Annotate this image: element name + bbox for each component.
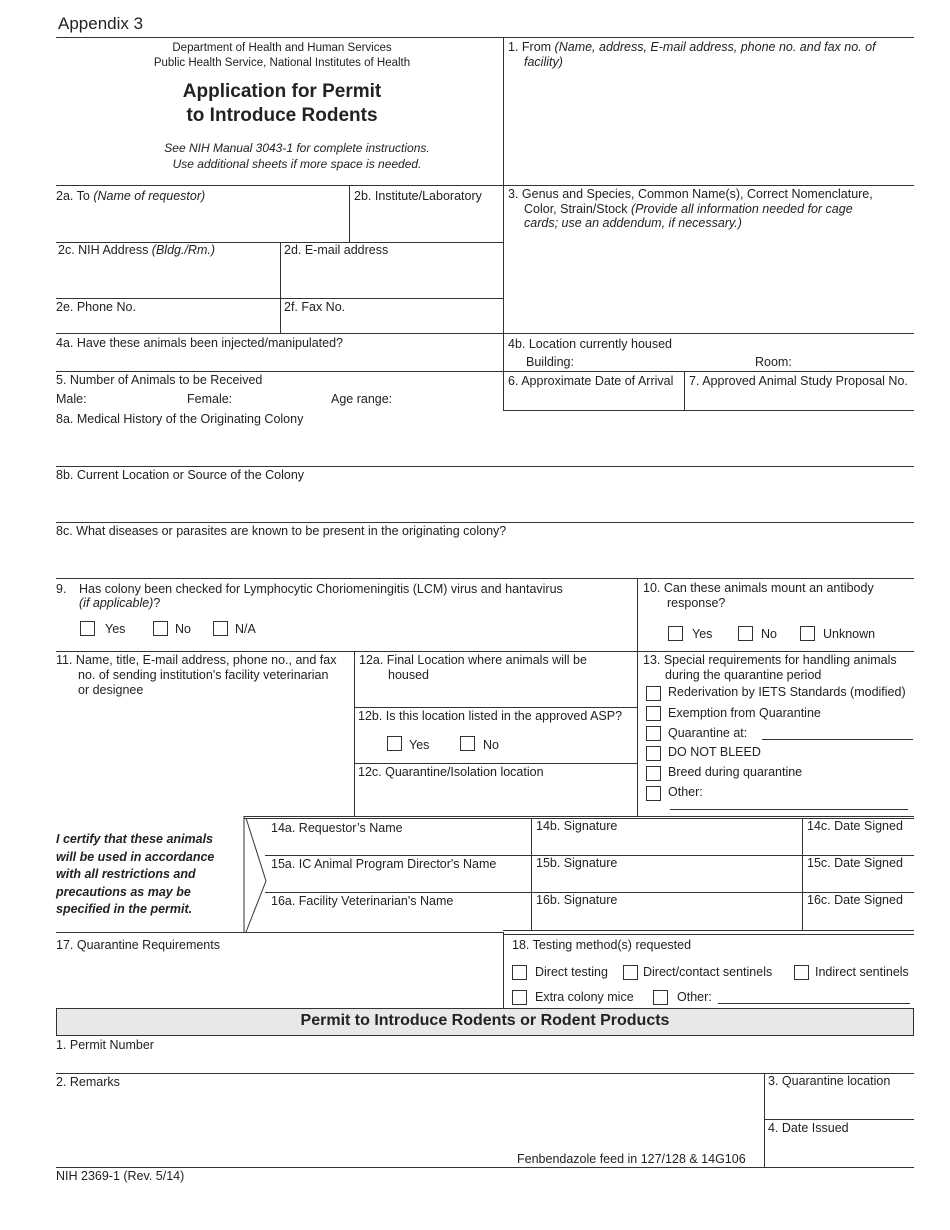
field-8c-diseases[interactable]: 8c. What diseases or parasites are known to be present in the originating colony? [56, 524, 507, 538]
field-12b-asp: 12b. Is this location listed in the approved ASP? [358, 709, 623, 723]
field-5-male[interactable]: Male: [56, 392, 87, 406]
field-11-line3: or designee [78, 683, 144, 697]
rule-12b [354, 707, 637, 708]
divider-11-12 [354, 651, 355, 817]
divider-10-13 [637, 578, 638, 817]
field-6-arrival[interactable]: 6. Approximate Date of Arrival [508, 374, 674, 388]
rule-18 [503, 930, 914, 931]
field-2a-to[interactable]: 2a. To (Name of requestor) [56, 189, 206, 203]
input-13-other[interactable] [670, 809, 908, 810]
checkbox-9-no[interactable] [153, 621, 168, 636]
field-4b-location[interactable]: 4b. Location currently housed [508, 337, 672, 351]
label-13-rederivation: Rederivation by IETS Standards (modified) [668, 685, 906, 699]
field-5-number[interactable]: 5. Number of Animals to be Received [56, 373, 263, 387]
form-title-1: Application for Permit [182, 81, 382, 102]
checkbox-12b-yes[interactable] [387, 736, 402, 751]
bracket-arrow-icon [240, 815, 270, 935]
checkbox-18-extra[interactable] [512, 990, 527, 1005]
rule-17 [56, 932, 503, 933]
rule-14-top [244, 816, 914, 817]
field-13-special: 13. Special requirements for handling animals [643, 653, 897, 667]
divider-17-18 [503, 932, 504, 1008]
rule-5 [56, 371, 914, 372]
permit-feed-note: Fenbendazole feed in 127/128 & 14G106 [517, 1152, 746, 1166]
form-title-2: to Introduce Rodents [186, 105, 378, 126]
rule-9 [56, 578, 914, 579]
checkbox-13-breed[interactable] [646, 766, 661, 781]
field-15c-date[interactable]: 15c. Date Signed [807, 856, 903, 870]
field-5-female[interactable]: Female: [187, 392, 233, 406]
field-2e-phone[interactable]: 2e. Phone No. [56, 300, 136, 314]
field-9-num: 9. [56, 582, 67, 596]
rule-2 [56, 185, 914, 186]
checkbox-9-na[interactable] [213, 621, 228, 636]
field-4a-injected[interactable]: 4a. Have these animals been injected/manipulated? [56, 336, 343, 350]
field-13-line2: during the quarantine period [665, 668, 822, 682]
checkbox-13-quarantine-at[interactable] [646, 726, 661, 741]
rule-bottom [56, 1167, 914, 1168]
checkbox-18-contact[interactable] [623, 965, 638, 980]
field-5-age[interactable]: Age range: [331, 392, 393, 406]
rule-4 [56, 333, 914, 334]
rule-12c [354, 763, 637, 764]
label-18-contact: Direct/contact sentinels [643, 965, 773, 979]
divider-sig [531, 818, 532, 930]
label-18-extra: Extra colony mice [535, 990, 634, 1004]
field-12c-quarantine[interactable]: 12c. Quarantine/Isolation location [358, 765, 544, 779]
field-10-antibody: 10. Can these animals mount an antibody [643, 581, 874, 595]
label-10-unknown: Unknown [823, 627, 876, 641]
label-18-indirect: Indirect sentinels [815, 965, 909, 979]
checkbox-18-indirect[interactable] [794, 965, 809, 980]
label-13-breed: Breed during quarantine [668, 765, 803, 779]
dept-line-1: Department of Health and Human Services [172, 42, 392, 54]
field-8b-source[interactable]: 8b. Current Location or Source of the Colony [56, 468, 305, 482]
divider-2c-2d [280, 242, 281, 333]
checkbox-13-exemption[interactable] [646, 706, 661, 721]
rule-permit-4 [764, 1119, 914, 1120]
field-18-testing: 18. Testing method(s) requested [512, 938, 692, 952]
label-13-exemption: Exemption from Quarantine [668, 706, 821, 720]
dept-line-2: Public Health Service, National Institutes of Health [153, 57, 411, 69]
checkbox-12b-no[interactable] [460, 736, 475, 751]
field-12a-line2: housed [388, 668, 430, 682]
instructions-line-2: Use additional sheets if more space is needed. [172, 157, 422, 171]
field-15b-signature[interactable]: 15b. Signature [536, 856, 618, 870]
permit-number[interactable]: 1. Permit Number [56, 1038, 154, 1052]
field-9-line2: (if applicable)? [79, 596, 161, 610]
divider-6-7 [684, 371, 685, 410]
field-2b-institute[interactable]: 2b. Institute/Laboratory [354, 189, 482, 203]
permit-remarks[interactable]: 2. Remarks [56, 1075, 120, 1089]
permit-title: Permit to Introduce Rodents or Rodent Products [300, 1012, 670, 1029]
field-11-line2: no. of sending institution's facility veterinarian [78, 668, 329, 682]
divider-2a-2b [349, 185, 350, 242]
checkbox-13-do-not-bleed[interactable] [646, 746, 661, 761]
field-17-quarantine-req[interactable]: 17. Quarantine Requirements [56, 938, 220, 952]
divider-permit [764, 1073, 765, 1167]
rule-2e [56, 298, 503, 299]
appendix-label: Appendix 3 [58, 14, 144, 33]
field-1-from[interactable]: 1. From (Name, address, E-mail address, phone no. and fax no. of [508, 40, 876, 54]
input-13-quarantine-at[interactable] [762, 739, 913, 740]
field-3-genus[interactable]: 3. Genus and Species, Common Name(s), Correct Nomenclature, [508, 187, 873, 201]
label-9-yes: Yes [105, 622, 126, 636]
checkbox-9-yes[interactable] [80, 621, 95, 636]
label-12b-yes: Yes [409, 738, 430, 752]
field-16a-vet-name[interactable]: 16a. Facility Veterinarian's Name [271, 894, 454, 908]
divider-date [802, 818, 803, 930]
field-1-hint: facility) [524, 55, 563, 69]
label-13-quarantine-at: Quarantine at: [668, 726, 748, 740]
rule-11 [56, 651, 914, 652]
field-4b-room[interactable]: Room: [755, 355, 792, 369]
label-13-do-not-bleed: DO NOT BLEED [668, 745, 761, 759]
label-9-na: N/A [235, 622, 256, 636]
label-9-no: No [175, 622, 191, 636]
rule-18-2 [503, 934, 914, 935]
field-4b-building[interactable]: Building: [526, 355, 574, 369]
field-7-asp[interactable]: 7. Approved Animal Study Proposal No. [689, 374, 908, 388]
checkbox-18-other[interactable] [653, 990, 668, 1005]
checkbox-18-direct[interactable] [512, 965, 527, 980]
field-3-line3: cards; use an addendum, if necessary.) [524, 216, 742, 230]
label-18-other: Other: [677, 990, 712, 1004]
field-9-lcm: Has colony been checked for Lymphocytic Choriomeningitis (LCM) virus and hantavirus [79, 582, 563, 596]
certify-statement: I certify that these animals will be used in accordance with all restrictions and precautions as may be specified in the permit. [56, 832, 215, 916]
permit-date-issued[interactable]: 4. Date Issued [768, 1121, 849, 1135]
field-16b-signature[interactable]: 16b. Signature [536, 893, 618, 907]
checkbox-13-other[interactable] [646, 786, 661, 801]
field-14b-signature[interactable]: 14b. Signature [536, 819, 618, 833]
label-10-yes: Yes [692, 627, 713, 641]
label-18-direct: Direct testing [535, 965, 608, 979]
field-2d-email[interactable]: 2d. E-mail address [284, 243, 389, 257]
field-14c-date[interactable]: 14c. Date Signed [807, 819, 903, 833]
checkbox-10-no[interactable] [738, 626, 753, 641]
label-10-no: No [761, 627, 777, 641]
instructions-line-1: See NIH Manual 3043-1 for complete instructions. [164, 141, 430, 155]
rule-8c [56, 522, 914, 523]
top-rule [56, 37, 914, 38]
input-18-other[interactable] [718, 1003, 910, 1004]
field-2c-address[interactable]: 2c. NIH Address (Bldg./Rm.) [58, 243, 215, 257]
field-12a-final-location[interactable]: 12a. Final Location where animals will be [359, 653, 587, 667]
field-10-line2: response? [667, 596, 726, 610]
field-3-line2: Color, Strain/Stock (Provide all information needed for cage [524, 202, 853, 216]
rule-8b [56, 466, 914, 467]
field-8a-history[interactable]: 8a. Medical History of the Originating Colony [56, 412, 304, 426]
rule-8-right [503, 410, 914, 411]
field-16c-date[interactable]: 16c. Date Signed [807, 893, 903, 907]
permit-quarantine-location[interactable]: 3. Quarantine location [768, 1074, 891, 1088]
field-14a-requestor-name[interactable]: 14a. Requestor’s Name [271, 821, 403, 835]
top-column-divider [503, 37, 504, 410]
field-2f-fax[interactable]: 2f. Fax No. [284, 300, 346, 314]
label-12b-no: No [483, 738, 499, 752]
form-id: NIH 2369-1 (Rev. 5/14) [56, 1169, 185, 1183]
field-11-vet[interactable]: 11. Name, title, E-mail address, phone no., and fax [56, 653, 337, 667]
label-13-other: Other: [668, 785, 703, 799]
field-15a-director-name[interactable]: 15a. IC Animal Program Director's Name [271, 857, 497, 871]
checkbox-10-yes[interactable] [668, 626, 683, 641]
checkbox-10-unknown[interactable] [800, 626, 815, 641]
checkbox-13-rederivation[interactable] [646, 686, 661, 701]
